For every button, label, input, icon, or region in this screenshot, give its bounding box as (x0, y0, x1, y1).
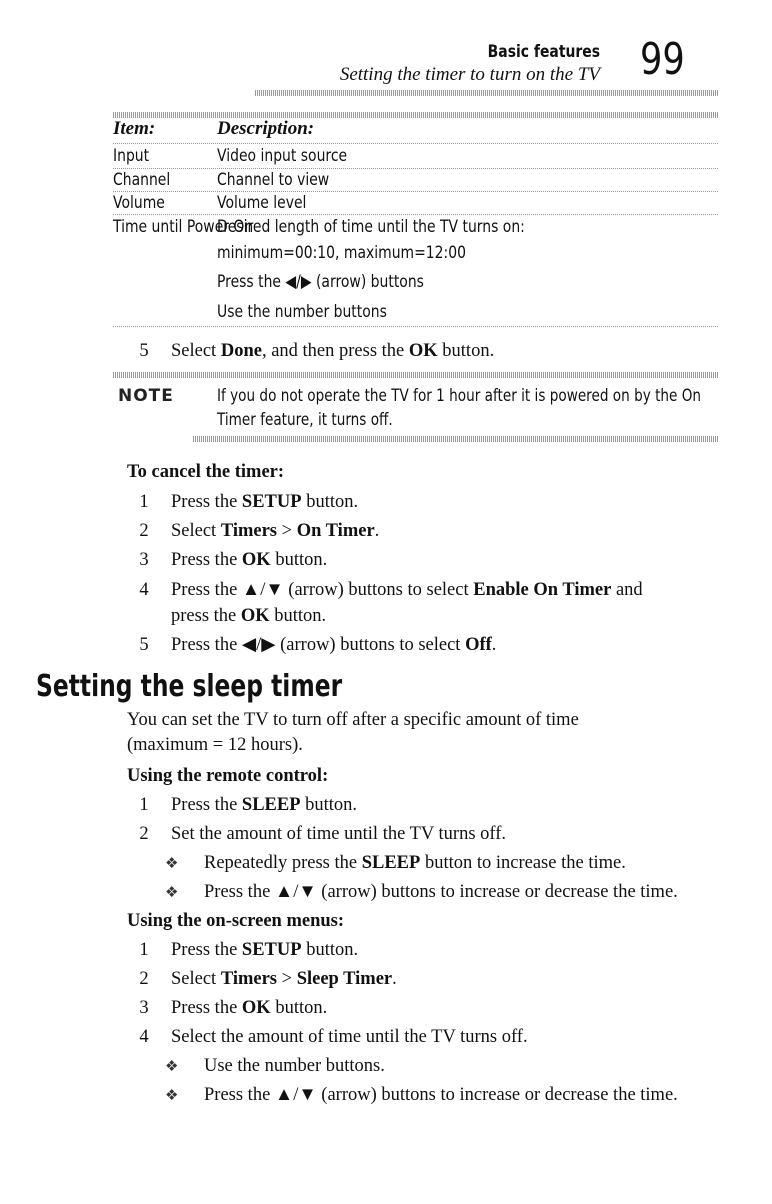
table-bottom-rule (113, 326, 718, 327)
intro-text: (maximum = 12 hours). (127, 735, 303, 755)
bullet-diamond-icon: ❖ (165, 854, 179, 872)
table-cell-description: Desired length of time until the TV turns on: (217, 217, 525, 237)
step-number: 2 (139, 521, 149, 541)
table-header-description: Description: (217, 118, 315, 139)
step-text: Select Done, and then press the OK button. (171, 341, 495, 361)
table-cell-item: Volume (113, 193, 165, 213)
table-cell-item: Input (113, 146, 150, 166)
bullet-text: Use the number buttons. (204, 1056, 385, 1076)
note-label: NOTE (118, 386, 174, 406)
step-text: Select Timers > On Timer. (171, 521, 380, 541)
step-number: 5 (139, 341, 149, 361)
step-text: Set the amount of time until the TV turns off. (171, 824, 507, 844)
table-divider (113, 168, 718, 169)
subheading-cancel-timer: To cancel the timer: (127, 462, 285, 482)
table-divider (113, 143, 718, 144)
step-text: Press the SETUP button. (171, 940, 359, 960)
table-cell-description: Volume level (217, 193, 307, 213)
subheading-onscreen: Using the on-screen menus: (127, 911, 345, 931)
step-number: 3 (139, 550, 149, 570)
bullet-diamond-icon: ❖ (165, 1086, 179, 1104)
note-top-rule (113, 372, 718, 378)
step-text: Press the SLEEP button. (171, 795, 358, 815)
page-number: 99 (640, 34, 685, 85)
note-text: If you do not operate the TV for 1 hour after it is powered on by the On (217, 386, 702, 406)
intro-text: You can set the TV to turn off after a specific amount of time (127, 710, 579, 730)
bullet-diamond-icon: ❖ (165, 1057, 179, 1075)
step-text: Press the ◀/▶ (arrow) buttons to select Off. (171, 635, 497, 655)
step-number: 1 (139, 492, 149, 512)
table-top-rule (113, 112, 718, 118)
note-bottom-rule (193, 436, 718, 442)
table-cell-description: minimum=00:10, maximum=12:00 (217, 243, 466, 263)
step-text: press the OK button. (171, 606, 327, 626)
table-divider (113, 191, 718, 192)
step-text: Press the ▲/▼ (arrow) buttons to select Enable On Timer and (171, 580, 643, 600)
table-cell-description: Channel to view (217, 170, 330, 190)
table-cell-item: Time until Power On (113, 217, 254, 237)
step-number: 1 (139, 940, 149, 960)
running-header-topic: Setting the timer to turn on the TV (339, 64, 600, 85)
bullet-diamond-icon: ❖ (165, 883, 179, 901)
subheading-remote: Using the remote control: (127, 766, 329, 786)
step-number: 2 (139, 969, 149, 989)
bullet-text: Press the ▲/▼ (arrow) buttons to increase or decrease the time. (204, 1085, 678, 1105)
step-text: Press the SETUP button. (171, 492, 359, 512)
table-cell-description: Press the ◀/▶ (arrow) buttons (217, 272, 424, 292)
table-cell-description: Use the number buttons (217, 302, 387, 322)
section-title: Setting the sleep timer (36, 669, 343, 704)
step-text: Select the amount of time until the TV turns off. (171, 1027, 528, 1047)
step-number: 1 (139, 795, 149, 815)
header-divider (255, 90, 718, 96)
table-divider (113, 214, 718, 215)
step-text: Press the OK button. (171, 998, 328, 1018)
step-number: 2 (139, 824, 149, 844)
step-number: 4 (139, 580, 149, 600)
running-header-section: Basic features (487, 42, 600, 62)
bullet-text: Repeatedly press the SLEEP button to increase the time. (204, 853, 626, 873)
step-text: Press the OK button. (171, 550, 328, 570)
bullet-text: Press the ▲/▼ (arrow) buttons to increase or decrease the time. (204, 882, 678, 902)
step-number: 4 (139, 1027, 149, 1047)
table-cell-item: Channel (113, 170, 171, 190)
step-text: Select Timers > Sleep Timer. (171, 969, 397, 989)
step-number: 3 (139, 998, 149, 1018)
note-text: Timer feature, it turns off. (217, 410, 393, 430)
table-header-item: Item: (113, 118, 156, 139)
table-cell-description: Video input source (217, 146, 348, 166)
step-number: 5 (139, 635, 149, 655)
